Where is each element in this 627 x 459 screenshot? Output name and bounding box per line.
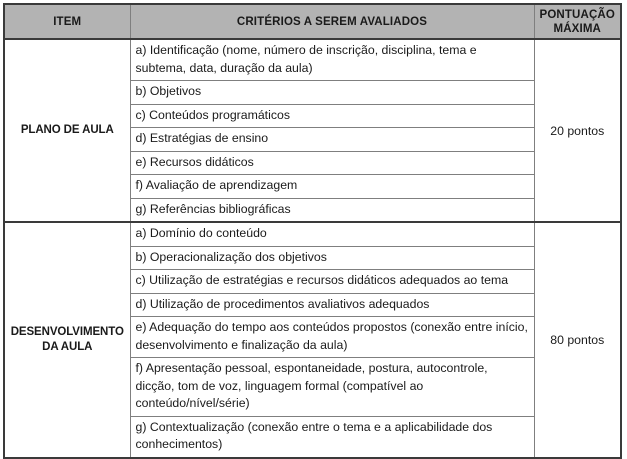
criteria-cell: d) Utilização de procedimentos avaliativos adequados: [130, 293, 534, 317]
header-item: ITEM: [4, 4, 130, 39]
criteria-cell: f) Avaliação de aprendizagem: [130, 175, 534, 199]
header-criteria: CRITÉRIOS A SEREM AVALIADOS: [130, 4, 534, 39]
criteria-cell: g) Contextualização (conexão entre o tema e a aplicabilidade dos conhecimentos): [130, 416, 534, 458]
header-row: [4, 4, 621, 39]
criteria-cell: a) Domínio do conteúdo: [130, 222, 534, 246]
section-item-label-plano-de-aula: PLANO DE AULA: [4, 39, 130, 222]
header-score: [534, 4, 621, 39]
section-item-label-desenvolvimento-da-aula: DESENVOLVIMENTO DA AULA: [4, 222, 130, 458]
table-row: [4, 39, 621, 81]
criteria-cell: d) Estratégias de ensino: [130, 128, 534, 152]
evaluation-criteria-table: [3, 3, 622, 459]
table-header: [4, 4, 621, 39]
section-score-plano-de-aula: 20 pontos: [534, 39, 621, 222]
criteria-cell: b) Operacionalização dos objetivos: [130, 246, 534, 270]
criteria-cell: e) Adequação do tempo aos conteúdos propostos (conexão entre início, desenvolvimento e finalização da aula): [130, 317, 534, 358]
section-score-desenvolvimento-da-aula: 80 pontos: [534, 222, 621, 458]
criteria-cell: e) Recursos didáticos: [130, 151, 534, 175]
table-body: [4, 39, 621, 458]
criteria-cell: a) Identificação (nome, número de inscrição, disciplina, tema e subtema, data, duração da aula): [130, 39, 534, 81]
criteria-cell: c) Utilização de estratégias e recursos didáticos adequados ao tema: [130, 270, 534, 294]
criteria-cell: g) Referências bibliográficas: [130, 198, 534, 222]
header-score-line1: PONTUAÇÃO: [539, 8, 615, 21]
criteria-cell: f) Apresentação pessoal, espontaneidade, postura, autocontrole, dicção, tom de voz, linguagem formal (compatível ao conteúdo/nível/série): [130, 358, 534, 417]
header-score-line2: MÁXIMA: [553, 22, 602, 35]
criteria-cell: b) Objetivos: [130, 81, 534, 105]
criteria-cell: c) Conteúdos programáticos: [130, 104, 534, 128]
table-row: [4, 222, 621, 246]
